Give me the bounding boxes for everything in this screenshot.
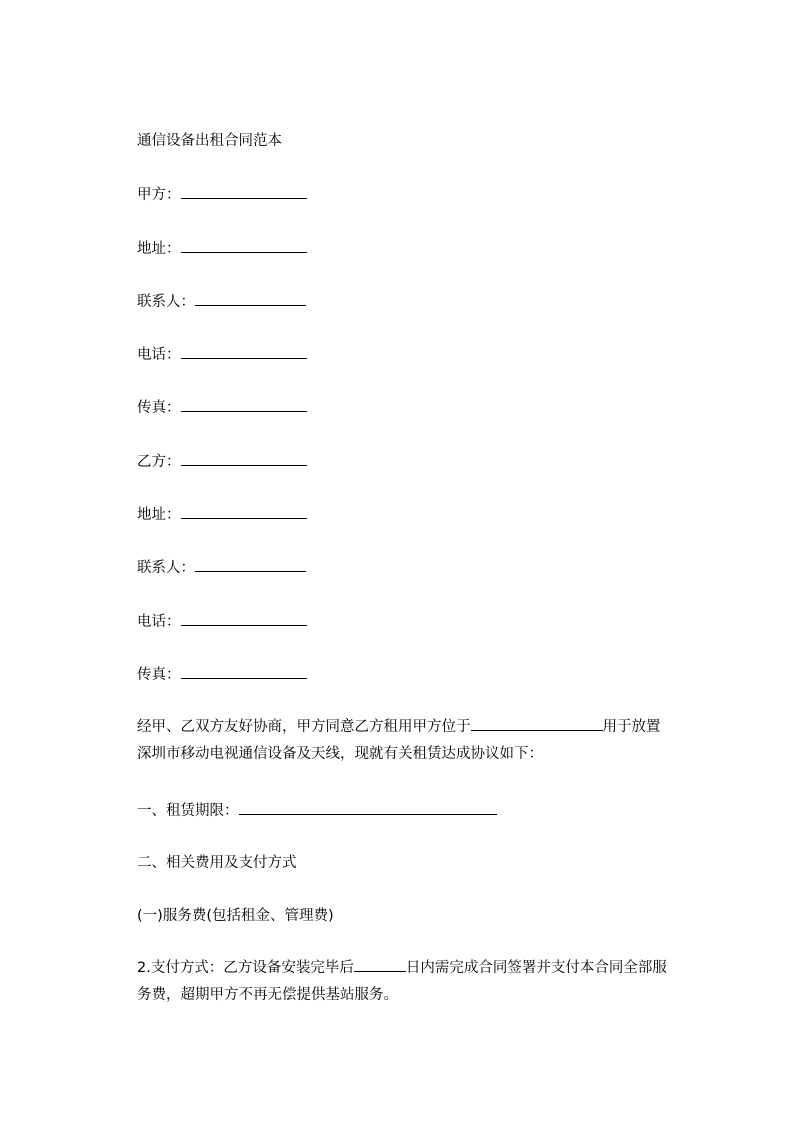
party-b-phone-label: 电话： — [137, 614, 181, 630]
party-a-contact-blank — [195, 291, 306, 306]
intro-location-blank — [471, 716, 603, 731]
party-a-phone-line — [137, 344, 307, 365]
section-2-title: 二、相关费用及支付方式 — [137, 855, 297, 871]
party-b-name-blank — [181, 451, 307, 466]
party-b-address-line — [137, 504, 307, 525]
party-a-contact-line — [137, 291, 306, 312]
party-a-address-label: 地址： — [137, 241, 181, 257]
party-b-address-blank — [181, 504, 307, 519]
intro-paragraph — [137, 714, 667, 768]
intro-text-1: 经甲、乙双方友好协商，甲方同意乙方租用甲方位于 — [137, 719, 471, 735]
party-a-phone-label: 电话： — [137, 347, 181, 363]
payment-days-blank — [354, 957, 406, 972]
intro-text-2: 用于放置深圳市移动电视通信设备及天线，现就有关租赁达成协议如下： — [137, 719, 661, 762]
party-a-name-line — [137, 184, 307, 205]
document-title: 通信设备出租合同范本 — [137, 133, 282, 149]
party-a-fax-label: 传真： — [137, 400, 181, 416]
party-a-address-line — [137, 238, 307, 259]
party-b-phone-line — [137, 611, 307, 632]
lease-term-label: 一、租赁期限： — [137, 803, 239, 819]
payment-text-1: 2.支付方式：乙方设备安装完毕后 — [137, 960, 354, 976]
party-a-name-label: 甲方： — [137, 187, 181, 203]
lease-term-blank — [239, 800, 497, 815]
payment-text-2: 日内需完成合同签署并支付本合同全部服务费，超期甲方不再无偿提供基站服务。 — [137, 960, 667, 1003]
party-b-phone-blank — [181, 611, 307, 626]
party-b-fax-label: 传真： — [137, 667, 181, 683]
party-b-fax-line — [137, 664, 307, 685]
party-b-name-line — [137, 451, 307, 472]
party-a-fax-line — [137, 397, 307, 418]
party-b-name-label: 乙方： — [137, 454, 181, 470]
party-a-phone-blank — [181, 344, 307, 359]
payment-paragraph — [137, 955, 667, 1009]
service-fee-heading: (一)服务费(包括租金、管理费) — [137, 908, 334, 924]
lease-term-line — [137, 800, 497, 821]
party-b-contact-label: 联系人： — [137, 560, 195, 576]
party-b-address-label: 地址： — [137, 507, 181, 523]
party-a-contact-label: 联系人： — [137, 294, 195, 310]
party-b-contact-blank — [195, 557, 306, 572]
party-a-name-blank — [181, 184, 307, 199]
party-a-address-blank — [181, 238, 307, 253]
party-b-contact-line — [137, 557, 306, 578]
party-b-fax-blank — [181, 664, 307, 679]
party-a-fax-blank — [181, 397, 307, 412]
